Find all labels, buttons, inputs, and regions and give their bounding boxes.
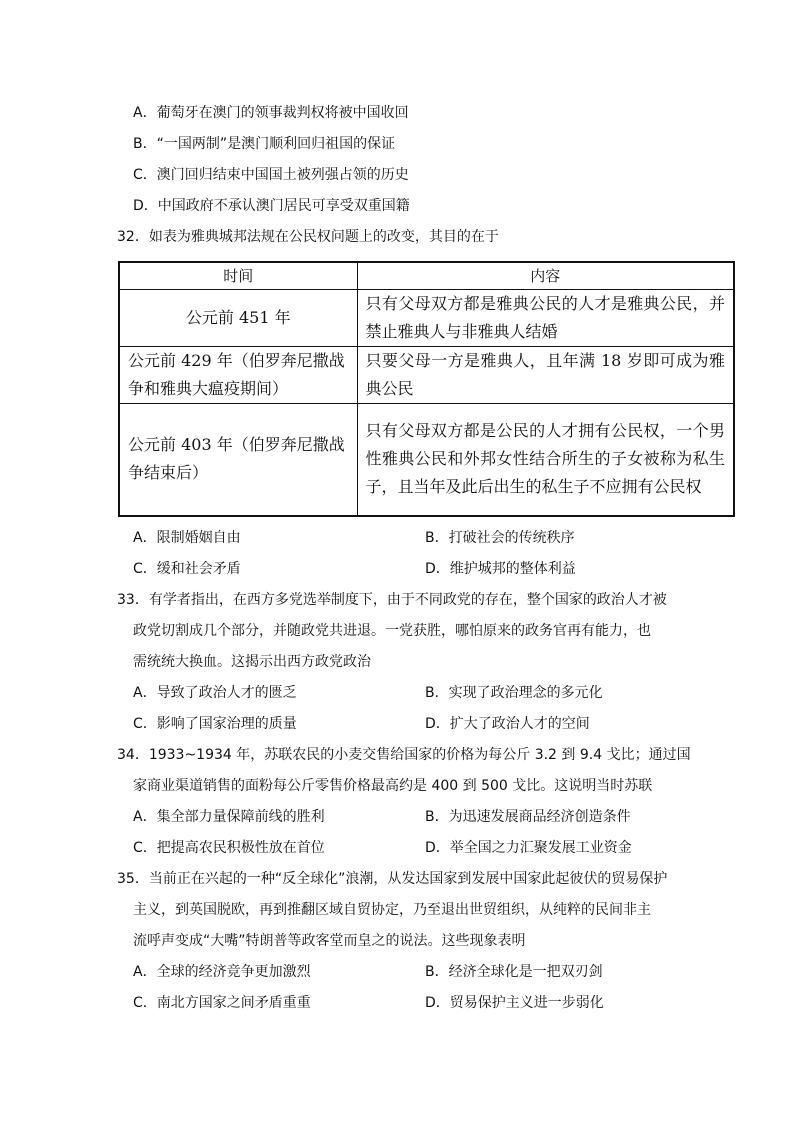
q35-option-d: D．贸易保护主义进一步弱化 [425,995,604,1011]
table-header-row [119,262,734,290]
q31-option-c: C．澳门回归结束中国国土被列强占领的历史 [133,167,409,183]
q31-option-b: B．“一国两制”是澳门顺利回归祖国的保证 [133,136,396,152]
q33-option-c: C．影响了国家治理的质量 [133,716,297,732]
athens-law-table [118,261,735,517]
q32-option-a: A．限制婚姻自由 [133,530,241,546]
q32-stem: 32．如表为雅典城邦法规在公民权问题上的改变，其目的在于 [117,229,499,245]
q31-option-a: A．葡萄牙在澳门的领事裁判权将被中国收回 [133,105,409,121]
q31-option-d: D．中国政府不承认澳门居民可享受双重国籍 [133,198,410,214]
q32-option-c: C．缓和社会矛盾 [133,561,241,577]
table-cell-time: 公元前 403 年（伯罗奔尼撒战争结束后） [119,404,357,516]
q35-option-c: C．南北方国家之间矛盾重重 [133,995,311,1011]
table-row [119,290,734,347]
table-cell-time: 公元前 429 年（伯罗奔尼撒战争和雅典大瘟疫期间） [119,347,357,404]
q35-stem-line-1: 35．当前正在兴起的一种“反全球化”浪潮，从发达国家到发展中国家此起彼伏的贸易保护 [117,871,668,887]
q34-option-c: C．把提高农民积极性放在首位 [133,840,325,856]
q34-option-d: D．举全国之力汇聚发展工业资金 [425,840,632,856]
q32-option-d: D．维护城邦的整体利益 [425,561,576,577]
q35-stem-line-2: 主义，到英国脱欧，再到推翻区域自贸协定，乃至退出世贸组织，从纯粹的民间非主 [133,902,651,918]
q33-option-d: D．扩大了政治人才的空间 [425,716,590,732]
q34-stem-line-2: 家商业渠道销售的面粉每公斤零售价格最高约是 400 到 500 戈比。这说明当时苏联 [133,778,653,794]
table-cell-content: 只有父母双方都是雅典公民的人才是雅典公民，并禁止雅典人与非雅典人结婚 [357,290,734,347]
q33-stem-line-2: 政党切割成几个部分，并随政党共进退。一党获胜，哪怕原来的政务官再有能力，也 [133,623,651,639]
table-header-content: 内容 [357,262,734,290]
q33-option-a: A．导致了政治人才的匮乏 [133,685,297,701]
table-cell-time: 公元前 451 年 [119,290,357,347]
q33-stem-line-1: 33．有学者指出，在西方多党选举制度下，由于不同政党的存在，整个国家的政治人才被 [117,592,667,608]
table-row [119,347,734,404]
q33-stem-line-3: 需统统大换血。这揭示出西方政党政治 [133,654,371,670]
q32-option-b: B．打破社会的传统秩序 [425,530,575,546]
q35-stem-line-3: 流呼声变成“大嘴”特朗普等政客堂而皇之的说法。这些现象表明 [133,933,526,949]
q34-option-a: A．集全部力量保障前线的胜利 [133,809,325,825]
q34-option-b: B．为迅速发展商品经济创造条件 [425,809,631,825]
table-row [119,404,734,516]
q33-option-b: B．实现了政治理念的多元化 [425,685,603,701]
table-cell-content: 只有父母双方都是公民的人才拥有公民权，一个男性雅典公民和外邦女性结合所生的子女被称为私生子，且当年及此后出生的私生子不应拥有公民权 [357,404,734,516]
q34-stem-line-1: 34．1933~1934 年，苏联农民的小麦交售给国家的价格为每公斤 3.2 到 9.4 戈比；通过国 [117,747,691,763]
table-header-time: 时间 [119,262,357,290]
q35-option-b: B．经济全球化是一把双刃剑 [425,964,603,980]
q35-option-a: A．全球的经济竞争更加激烈 [133,964,311,980]
table-cell-content: 只要父母一方是雅典人，且年满 18 岁即可成为雅典公民 [357,347,734,404]
